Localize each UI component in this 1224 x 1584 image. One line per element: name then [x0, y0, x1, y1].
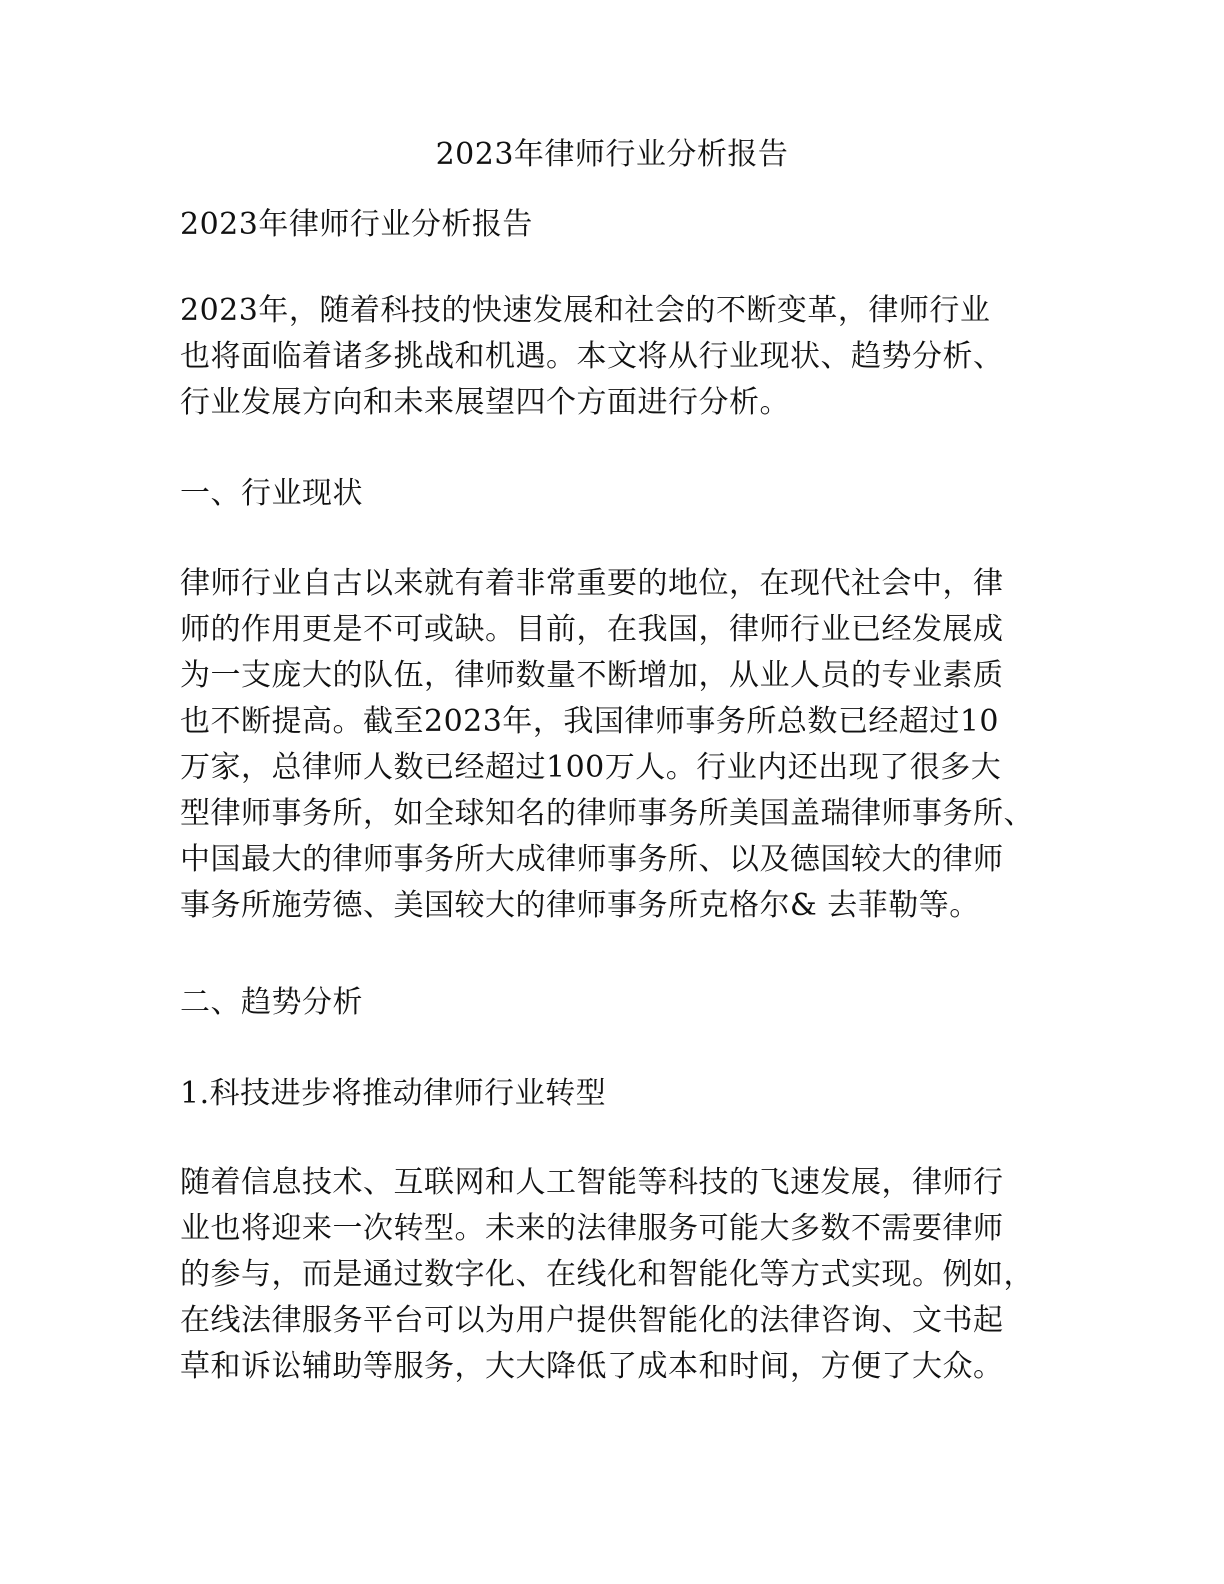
- subsection-heading: 1.科技进步将推动律师行业转型: [180, 1076, 607, 1111]
- paragraph-line: 的参与，而是通过数字化、在线化和智能化等方式实现。例如，: [180, 1257, 1034, 1292]
- paragraph-line: 草和诉讼辅助等服务，大大降低了成本和时间，方便了大众。: [180, 1349, 1004, 1384]
- section-1-paragraph: [180, 561, 1034, 929]
- intro-paragraph: [180, 288, 1004, 426]
- paragraph-line: 律师行业自古以来就有着非常重要的地位，在现代社会中，律: [180, 566, 1004, 601]
- subsection-1-heading-block: [180, 1071, 606, 1117]
- document-subtitle: 2023年律师行业分析报告: [180, 207, 533, 242]
- paragraph-line: 行业发展方向和未来展望四个方面进行分析。: [180, 385, 790, 420]
- paragraph-line: 中国最大的律师事务所大成律师事务所、以及德国较大的律师: [180, 842, 1004, 877]
- paragraph-line: 也将面临着诸多挑战和机遇。本文将从行业现状、趋势分析、: [180, 339, 1004, 374]
- paragraph-line: 业也将迎来一次转型。未来的法律服务可能大多数不需要律师: [180, 1211, 1004, 1246]
- paragraph-line: 为一支庞大的队伍，律师数量不断增加，从业人员的专业素质: [180, 658, 1004, 693]
- paragraph-line: 在线法律服务平台可以为用户提供智能化的法律咨询、文书起: [180, 1303, 1004, 1338]
- paragraph-line: 也不断提高。截至2023年，我国律师事务所总数已经超过10: [180, 704, 1000, 739]
- document-title: 2023年律师行业分析报告: [435, 137, 789, 172]
- paragraph-line: 随着信息技术、互联网和人工智能等科技的飞速发展，律师行: [180, 1165, 1004, 1200]
- section-heading: 二、趋势分析: [180, 985, 363, 1020]
- section-2-heading-block: [180, 980, 363, 1026]
- paragraph-line: 事务所施劳德、美国较大的律师事务所克格尔& 去菲勒等。: [180, 888, 980, 923]
- document-subtitle-block: [180, 202, 533, 248]
- section-heading: 一、行业现状: [180, 476, 363, 511]
- subsection-1-paragraph: [180, 1160, 1034, 1390]
- paragraph-line: 型律师事务所，如全球知名的律师事务所美国盖瑞律师事务所、: [180, 796, 1034, 831]
- paragraph-line: 师的作用更是不可或缺。目前，在我国，律师行业已经发展成: [180, 612, 1004, 647]
- paragraph-line: 万家，总律师人数已经超过100万人。行业内还出现了很多大: [180, 750, 1002, 785]
- paragraph-line: 2023年，随着科技的快速发展和社会的不断变革，律师行业: [180, 293, 991, 328]
- section-1-heading-block: [180, 471, 363, 517]
